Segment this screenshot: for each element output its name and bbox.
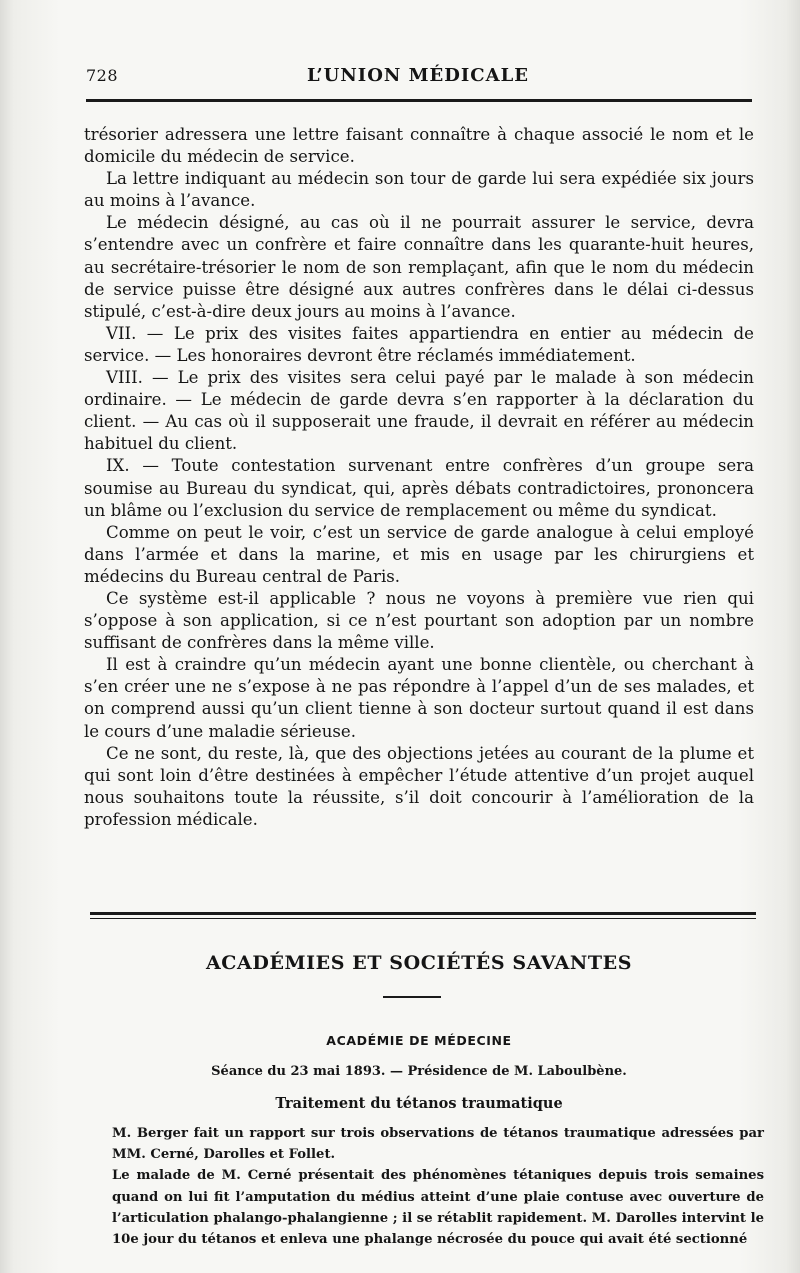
paragraph: Le médecin désigné, au cas où il ne pourrait assurer le service, devra s’entendre avec un confrère et faire connaître dans les quarante-huit heures, au secrétaire-trésorier le nom de son remplaçant, afin que le nom du médecin de service puisse être désigné aux autres confrères dans le délai ci-dessus stipulé, c’est-à-dire deux jours au moins à l’avance. [84, 213, 754, 321]
section-heading: ACADÉMIES ET SOCIÉTÉS SAVANTES [205, 952, 633, 974]
page-number: 728 [86, 66, 119, 85]
article-body [84, 124, 754, 831]
paragraph: Le malade de M. Cerné présentait des phénomènes tétaniques depuis trois semaines quand on lui fit l’amputation du médius atteint d’une plaie contuse avec ouverture de l’articulation phalango-phalangienne ; il se rétablit rapidement. M. Darolles intervint le 10e jour du tétanos et enleva une phalange nécrosée du pouce qui avait été sectionné [112, 1168, 764, 1248]
paragraph: Comme on peut le voir, c’est un service de garde analogue à celui employé dans l’armée et dans la marine, et mis en usage par les chirurgiens et médecins du Bureau central de Paris. [84, 522, 754, 586]
section-divider [90, 912, 756, 919]
paragraph-article-ix: IX. — Toute contestation survenant entre confrères d’un groupe sera soumise au Bureau du syndicat, qui, après débats contradictoires, prononcera un blâme ou l’exclusion du service de remplacement ou même du syndicat. [84, 456, 754, 520]
heading-rule [383, 996, 441, 998]
paragraph-article-vii: VII. — Le prix des visites faites appartiendra en entier au médecin de service. — Les honoraires devront être réclamés immédiatement. [84, 323, 754, 365]
subsection-heading: ACADÉMIE DE MÉDECINE [326, 1033, 512, 1048]
paragraph: Ce ne sont, du reste, là, que des objections jetées au courant de la plume et qui sont loin d’être destinées à empêcher l’étude attentive d’un projet auquel nous souhaitons toute la réussite, s’il doit concourir à l’amélioration de la profession médicale. [84, 743, 754, 829]
header-rule [86, 99, 752, 102]
paragraph-continuation: trésorier adressera une lettre faisant connaître à chaque associé le nom et le domicile du médecin de service. [84, 125, 754, 167]
report-body [112, 1123, 764, 1250]
article-title: Traitement du tétanos traumatique [275, 1095, 563, 1112]
paragraph: Il est à craindre qu’un médecin ayant une bonne clientèle, ou cherchant à s’en créer une ne s’expose à ne pas répondre à l’appel d’un de ses malades, et on comprend aussi qu’un client tienne à son docteur surtout quand il est dans le cours d’une maladie sérieuse. [84, 655, 754, 741]
paragraph: Ce système est-il applicable ? nous ne voyons à première vue rien qui s’oppose à son application, si ce n’est pourtant son adoption par un nombre suffisant de confrères dans la même ville. [84, 588, 754, 653]
running-head [86, 66, 750, 92]
journal-title: L’UNION MÉDICALE [307, 65, 529, 86]
paragraph: M. Berger fait un rapport sur trois observations de tétanos traumatique adressées par MM. Cerné, Darolles et Follet. [112, 1126, 764, 1163]
paragraph: La lettre indiquant au médecin son tour de garde lui sera expédiée six jours au moins à l’avance. [84, 169, 754, 211]
session-line: Séance du 23 mai 1893. — Présidence de M. Laboulbène. [211, 1064, 627, 1079]
paragraph-article-viii: VIII. — Le prix des visites sera celui payé par le malade à son médecin ordinaire. — Le médecin de garde devra s’en rapporter à la déclaration du client. — Au cas où il supposerait une fraude, il devrait en référer au médecin habituel du client. [84, 368, 754, 454]
